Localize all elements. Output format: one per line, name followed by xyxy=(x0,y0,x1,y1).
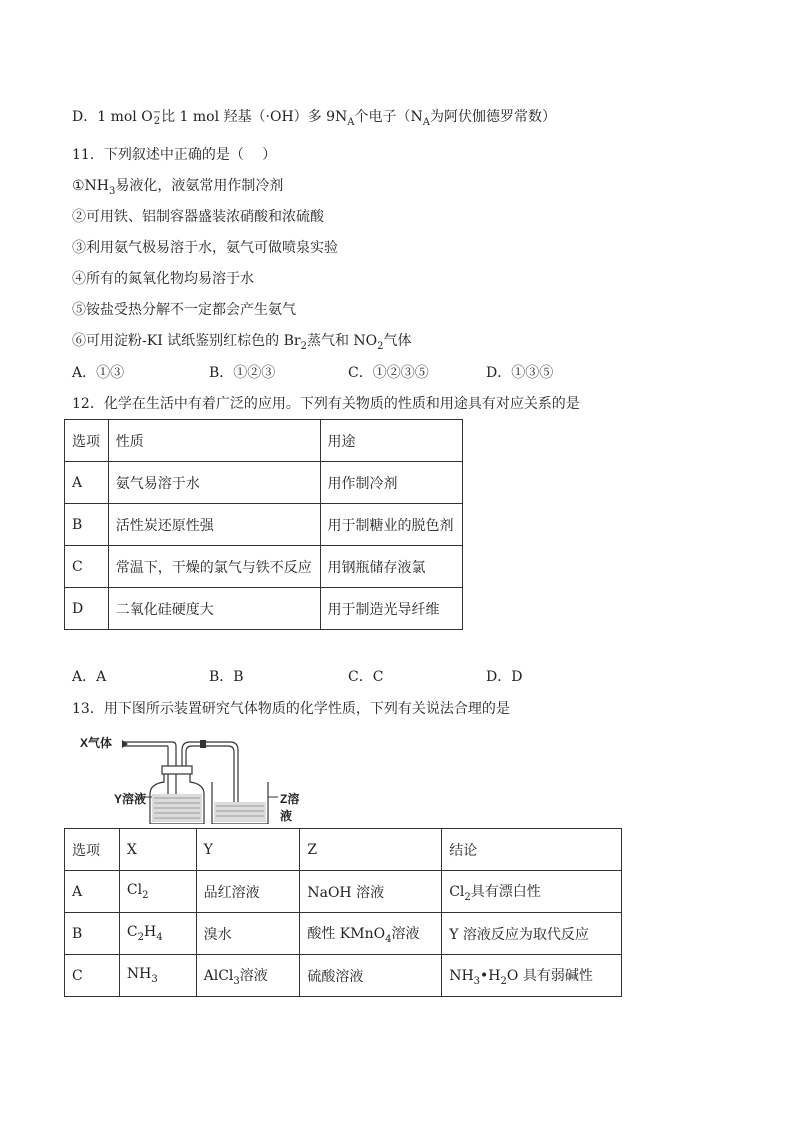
table-cell: $Cl_2$具有漂白性 xyxy=(442,871,622,913)
q11-item-3: ③利用氨气极易溶于水，氨气可做喷泉实验 xyxy=(72,240,338,256)
table-cell: 活性炭还原性强 xyxy=(108,504,320,546)
q11-item-1: $①NH_3$易液化，液氨常用作制冷剂 xyxy=(72,178,284,197)
table-cell: $NH_3•H_2O$ 具有弱碱性 xyxy=(442,955,622,997)
table-header-cell: 选项 xyxy=(65,829,120,871)
label-x-gas: X气体 xyxy=(80,736,113,750)
q11-stem: 11．下列叙述中正确的是（ ） xyxy=(72,147,277,163)
table-cell: A xyxy=(65,462,109,504)
table-row xyxy=(65,913,622,955)
table-cell: 酸性 KMnO$_4$溶液 xyxy=(300,913,442,955)
table-cell: 硫酸溶液 xyxy=(300,955,442,997)
table-header-cell: Y xyxy=(196,829,300,871)
q12-option-b: B．B xyxy=(209,669,244,685)
table-cell: B xyxy=(65,913,120,955)
q11-item-6: ⑥可用淀粉-KI 试纸鉴别红棕色的 $Br_2$蒸气和 $NO_2$气体 xyxy=(72,333,412,352)
table-cell: C xyxy=(65,546,109,588)
table-cell: $NH_3$ xyxy=(119,955,196,997)
table-cell: Y 溶液反应为取代反应 xyxy=(442,913,622,955)
table-cell: NaOH 溶液 xyxy=(300,871,442,913)
table-header-row xyxy=(65,829,622,871)
table-cell: $Cl_2$ xyxy=(119,871,196,913)
q12-option-c: C．C xyxy=(348,669,384,685)
q11-item-2: ②可用铁、铝制容器盛装浓硝酸和浓硫酸 xyxy=(72,209,324,225)
table-cell: 溴水 xyxy=(196,913,300,955)
label-y-solution: Y溶液 xyxy=(114,792,147,806)
table-header-cell: Z xyxy=(300,829,442,871)
table-cell: AlCl$_3$溶液 xyxy=(196,955,300,997)
table-cell: 二氧化硅硬度大 xyxy=(108,588,320,630)
q13-stem: 13．用下图所示装置研究气体物质的化学性质，下列有关说法合理的是 xyxy=(72,701,510,717)
table-row xyxy=(65,546,463,588)
q12-table xyxy=(64,419,463,630)
table-header-row xyxy=(65,420,463,462)
table-row xyxy=(65,504,463,546)
table-row xyxy=(65,462,463,504)
table-cell: 用作制冷剂 xyxy=(320,462,463,504)
table-header-cell: 性质 xyxy=(108,420,320,462)
table-cell: B xyxy=(65,504,109,546)
table-cell: 用于制糖业的脱色剂 xyxy=(320,504,463,546)
q12-option-d: D．D xyxy=(486,669,523,685)
gas-apparatus-diagram xyxy=(72,732,302,828)
table-row xyxy=(65,955,622,997)
q12-option-a: A．A xyxy=(72,669,107,685)
q13-table xyxy=(64,828,622,997)
table-cell: 用于制造光导纤维 xyxy=(320,588,463,630)
table-cell: $C_2H_4$ xyxy=(119,913,196,955)
table-cell: 氨气易溶于水 xyxy=(108,462,320,504)
q11-option-a: A．①③ xyxy=(72,365,125,381)
table-cell: 用钢瓶储存液氯 xyxy=(320,546,463,588)
table-cell: C xyxy=(65,955,120,997)
table-header-cell: 用途 xyxy=(320,420,463,462)
label-z-solution: Z溶液 xyxy=(280,792,300,823)
q12-stem: 12．化学在生活中有着广泛的应用。下列有关物质的性质和用途具有对应关系的是 xyxy=(72,396,580,412)
table-row xyxy=(65,588,463,630)
table-header-cell: X xyxy=(119,829,196,871)
table-cell: 品红溶液 xyxy=(196,871,300,913)
q11-option-d: D．①③⑤ xyxy=(486,365,554,381)
q11-option-c: C．①②③⑤ xyxy=(348,365,429,381)
q10-option-d: D．1 mol O− 2比 1 mol 羟基（·OH）多 $9N_A$个电子（$N_A$为阿伏伽德罗常数） xyxy=(72,107,556,128)
table-cell: A xyxy=(65,871,120,913)
table-cell: D xyxy=(65,588,109,630)
table-cell: 常温下，干燥的氯气与铁不反应 xyxy=(108,546,320,588)
table-row xyxy=(65,871,622,913)
q11-item-5: ⑤铵盐受热分解不一定都会产生氨气 xyxy=(72,302,296,318)
q11-option-b: B．①②③ xyxy=(209,365,276,381)
q11-item-4: ④所有的氮氧化物均易溶于水 xyxy=(72,271,254,287)
table-header-cell: 结论 xyxy=(442,829,622,871)
table-header-cell: 选项 xyxy=(65,420,109,462)
